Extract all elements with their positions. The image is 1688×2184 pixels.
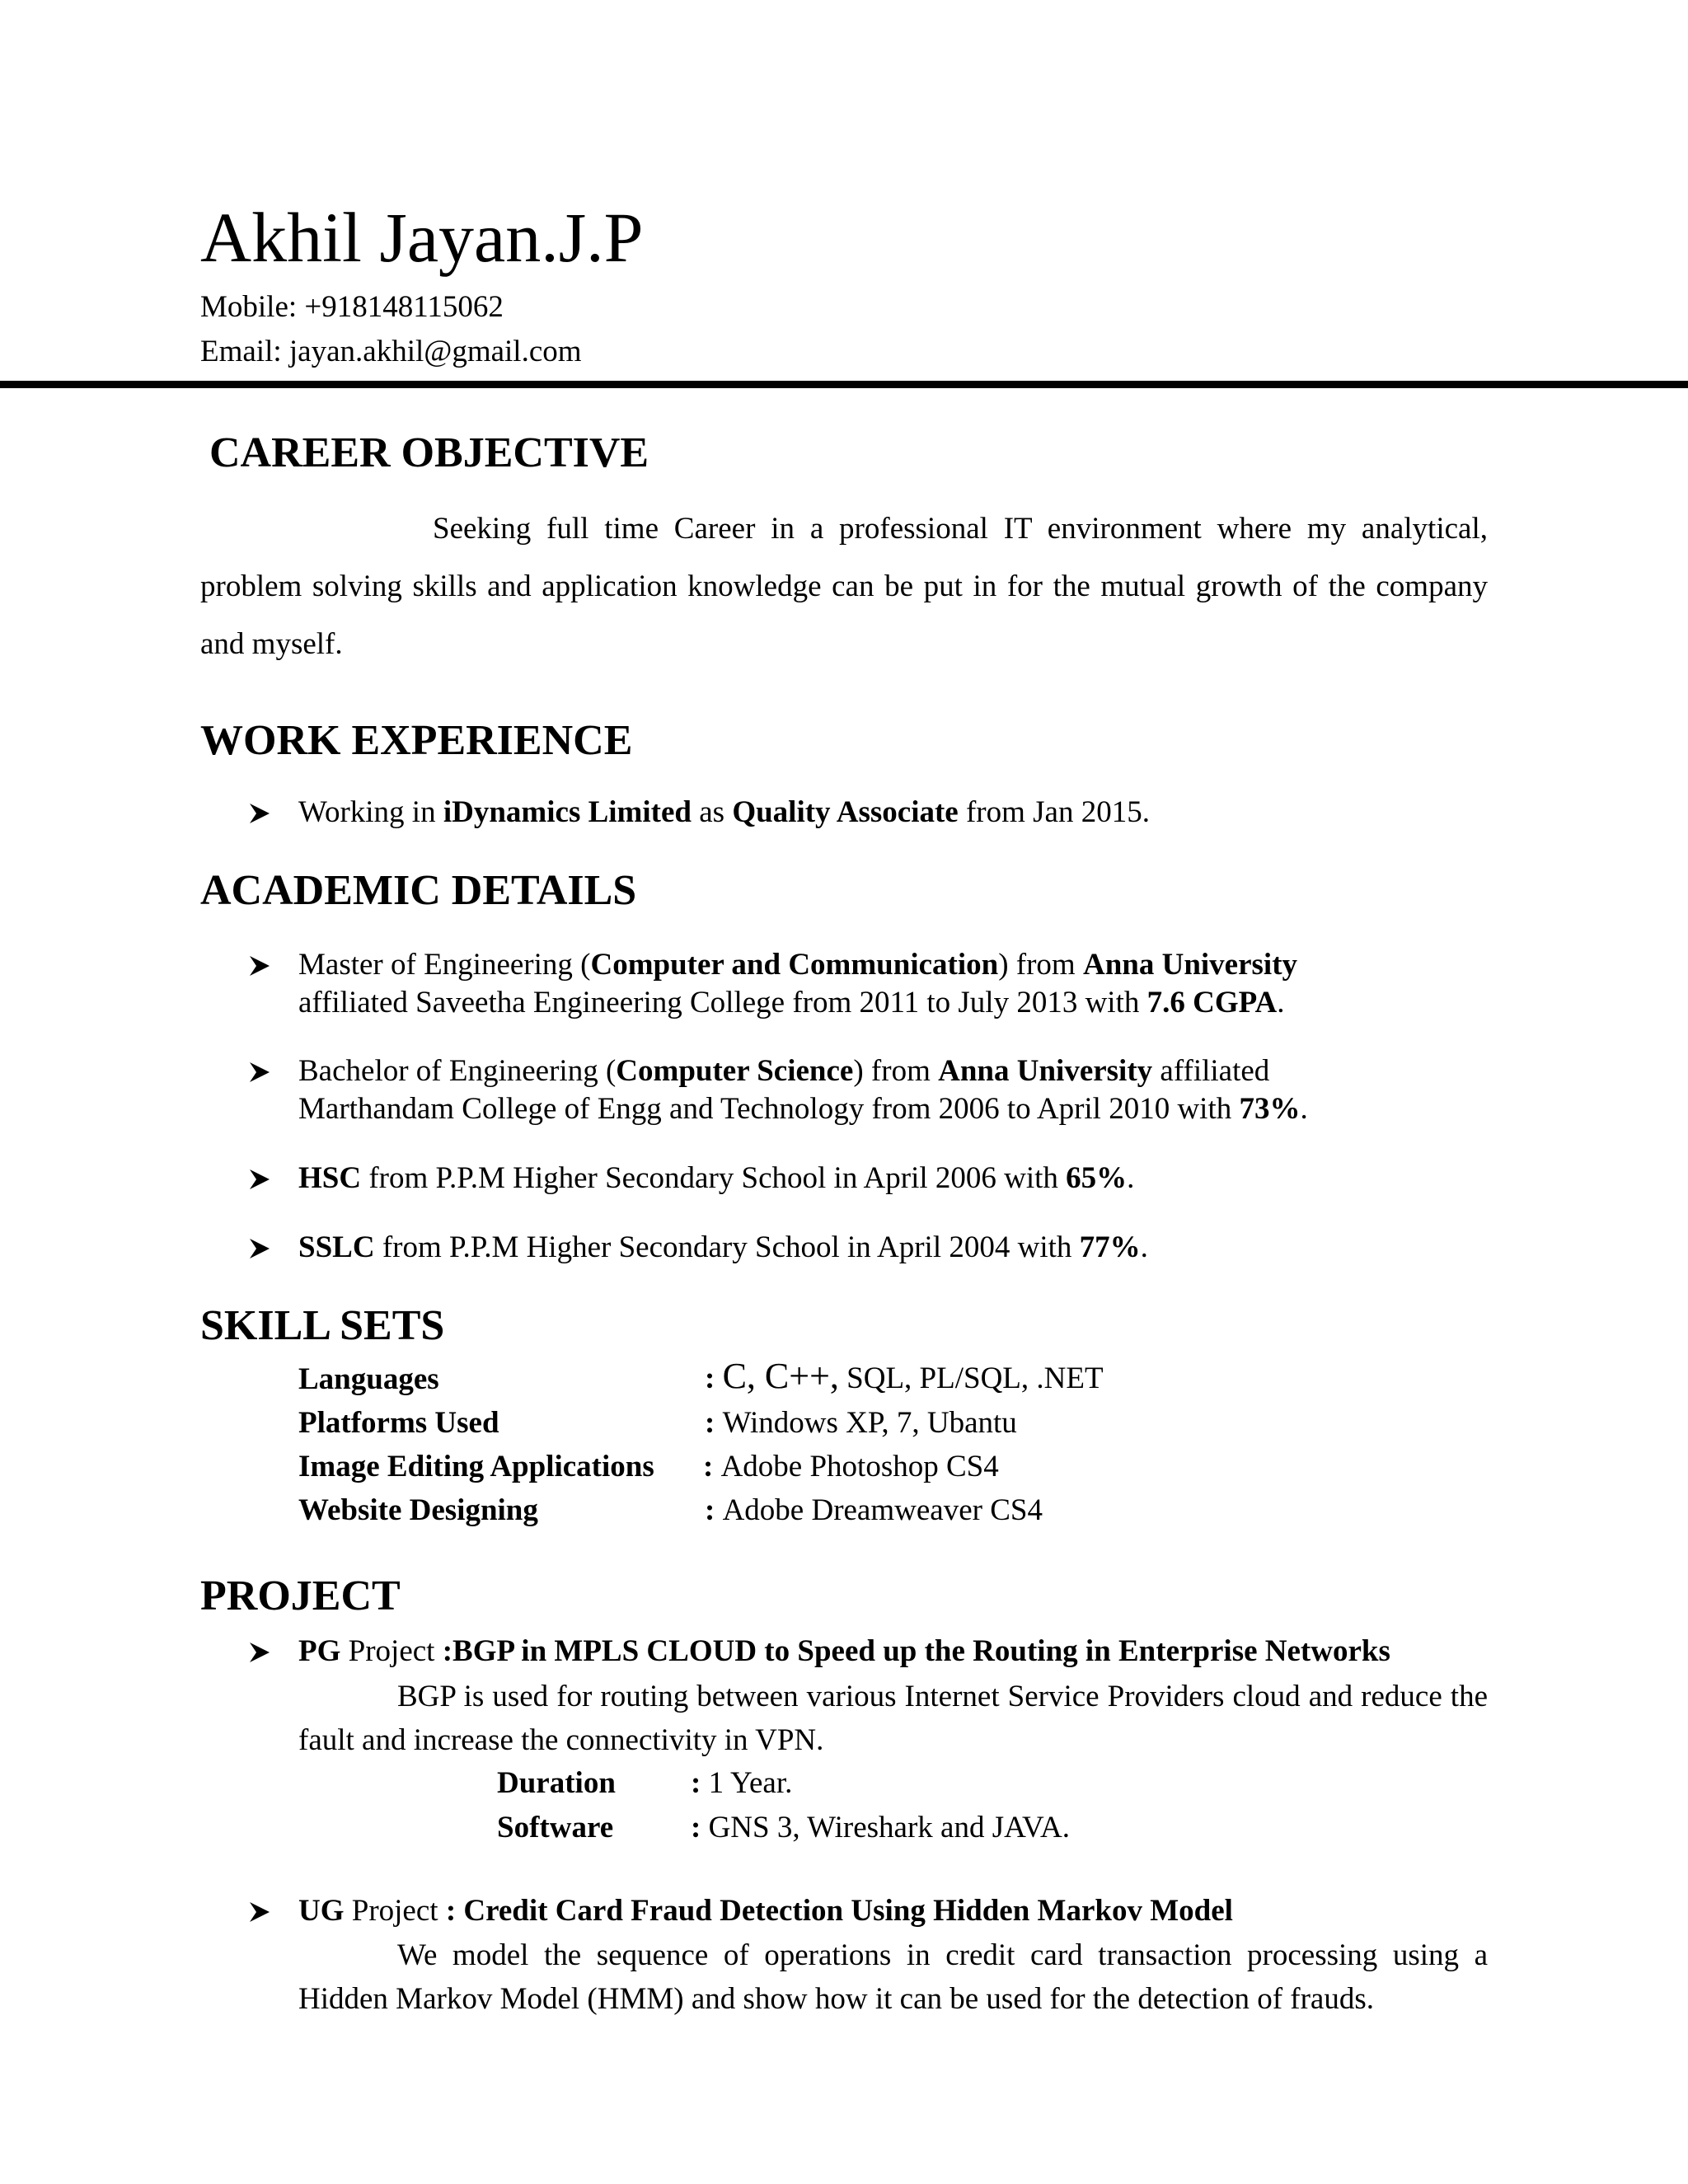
skill-label-image-editing: Image Editing Applications — [298, 1450, 654, 1483]
skill-sets-heading: SKILL SETS — [200, 1302, 445, 1349]
career-objective-text: Seeking full time Career in a professional IT environment where my analytical, problem solving skills and application knowledge can be put in for the mutual growth of the company and myself. — [200, 512, 1488, 661]
skill-value-website-designing: : Adobe Dreamweaver CS4 — [705, 1493, 1043, 1527]
skill-label-platforms: Platforms Used — [298, 1406, 499, 1440]
pg-project-description: BGP is used for routing between various Internet Service Providers cloud and reduce the fault and increase the connectivity in VPN. — [298, 1680, 1488, 1757]
ug-project-description: We model the sequence of operations in credit card transaction processing using a Hidden Markov Model (HMM) and show how it can be used for the detection of frauds. — [298, 1938, 1488, 2016]
academic-item-bachelors: Bachelor of Engineering (Computer Science) from Anna University affiliated Marthandam College of Engg and Technology from 2006 to April 2010 with 73%. — [298, 1054, 1308, 1126]
academic-item-masters: Master of Engineering (Computer and Communication) from Anna University affiliated Saveetha Engineering College from 2011 to July 2013 with 7.6 CGPA. — [298, 948, 1298, 1019]
ug-project-title: UG Project : Credit Card Fraud Detection Using Hidden Markov Model — [298, 1894, 1233, 1928]
pg-project-title: PG Project :BGP in MPLS CLOUD to Speed up the Routing in Enterprise Networks — [298, 1634, 1390, 1668]
work-experience-item: Working in iDynamics Limited as Quality Associate from Jan 2015. — [298, 795, 1150, 829]
arrow-bullet-icon — [247, 1236, 272, 1261]
academic-item-sslc: SSLC from P.P.M Higher Secondary School in April 2004 with 77%. — [298, 1230, 1148, 1264]
arrow-bullet-icon — [247, 1900, 272, 1924]
email-address: Email: jayan.akhil@gmail.com — [200, 335, 582, 368]
academic-item-hsc: HSC from P.P.M Higher Secondary School in April 2006 with 65%. — [298, 1161, 1135, 1195]
arrow-bullet-icon — [247, 1640, 272, 1665]
skill-value-image-editing: : Adobe Photoshop CS4 — [703, 1450, 999, 1483]
header-divider — [0, 381, 1688, 388]
arrow-bullet-icon — [247, 1167, 272, 1192]
skill-value-platforms: : Windows XP, 7, Ubantu — [705, 1406, 1017, 1440]
skill-label-website-designing: Website Designing — [298, 1493, 538, 1527]
mobile-number: Mobile: +918148115062 — [200, 290, 504, 324]
arrow-bullet-icon — [247, 954, 272, 978]
pg-software-value: : GNS 3, Wireshark and JAVA. — [691, 1811, 1070, 1844]
academic-details-heading: ACADEMIC DETAILS — [200, 867, 637, 914]
skill-value-languages: : C, C++, SQL, PL/SQL, .NET — [705, 1356, 1104, 1396]
work-experience-heading: WORK EXPERIENCE — [200, 717, 633, 764]
arrow-bullet-icon — [247, 801, 272, 826]
pg-software-label: Software — [497, 1811, 614, 1844]
skill-label-languages: Languages — [298, 1362, 439, 1396]
career-objective-heading: CAREER OBJECTIVE — [209, 429, 649, 476]
project-heading: PROJECT — [200, 1572, 401, 1619]
pg-duration-value: : 1 Year. — [691, 1766, 793, 1800]
candidate-name: Akhil Jayan.J.P — [200, 198, 644, 277]
pg-duration-label: Duration — [497, 1766, 616, 1800]
arrow-bullet-icon — [247, 1060, 272, 1085]
